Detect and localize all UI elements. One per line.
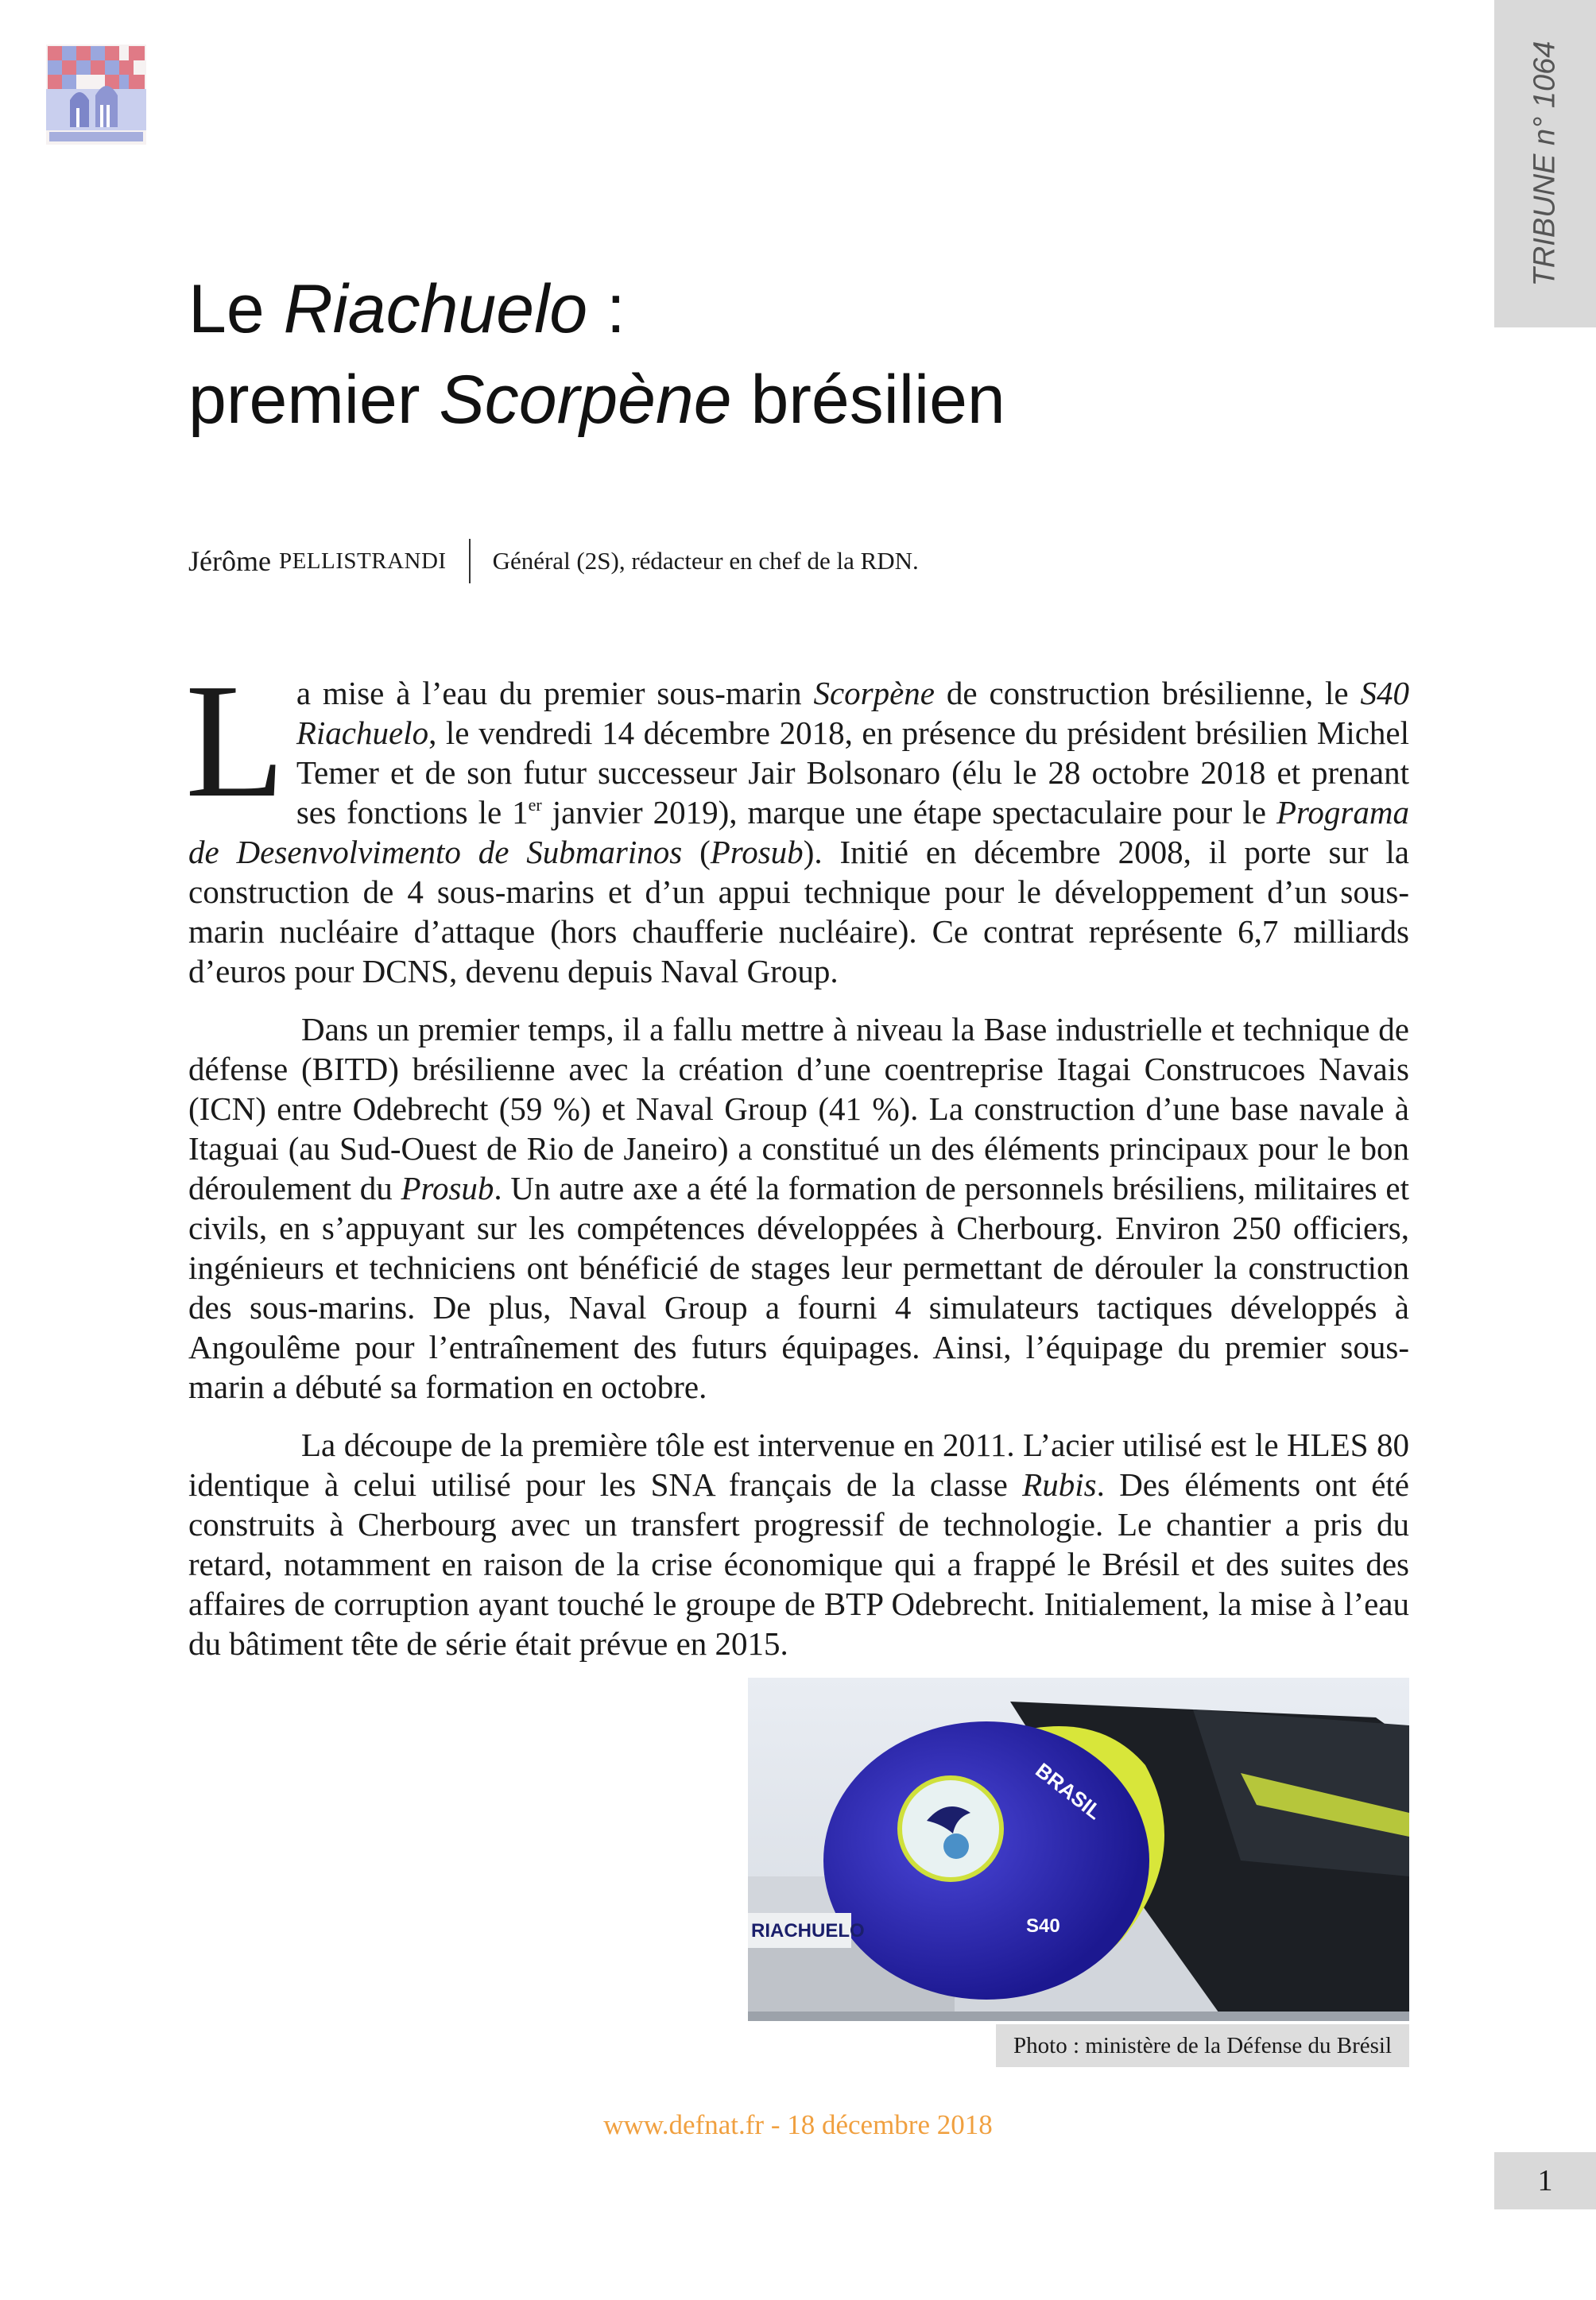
p3-italic-1: Rubis [1022, 1466, 1097, 1503]
drop-cap: L [185, 649, 285, 831]
author-role: Général (2S), rédacteur en chef de la RDN. [492, 547, 919, 575]
paragraph-1 [185, 649, 1409, 991]
paragraph-2 [188, 1009, 1409, 1407]
author-first-name: Jérôme [188, 545, 271, 577]
figure [748, 1678, 1409, 2067]
title-line-2-italic: Scorpène [439, 362, 732, 438]
p1-superscript: er [528, 795, 542, 815]
title-line-1-italic: Riachuelo [283, 271, 588, 347]
author-last-name: PELLISTRANDI [278, 548, 447, 574]
p1-italic-3: Programa de Desenvolvimento de Submarinos [188, 794, 1409, 870]
p1-italic-4: Prosub [710, 834, 804, 870]
footer-site-date: www.defnat.fr - 18 décembre 2018 [603, 2109, 993, 2140]
p1-text-1: a mise à l’eau du premier sous-marin [296, 675, 814, 711]
rdn-logo-icon [46, 45, 146, 145]
photo-text-hull: S40 [1026, 1915, 1060, 1937]
page-number-box [1494, 2152, 1596, 2209]
p1-text-2: de construction brésilienne, le [935, 675, 1361, 711]
p2-text-1: Dans un premier temps, il a fallu mettre à niveau la Base industrielle et technique de défense (BITD) brésilienne avec la création d’une coentreprise Itagai Construcoes Navais (ICN) entre Odebrecht (59 %) et Naval Group (41 %). La construction d’une base navale à Itaguai (au Sud-Ouest de Rio de Janeiro) a constitué un des éléments principaux pour le bon déroulement du [188, 1011, 1409, 1206]
p1-text-6: ). Initié en décembre 2008, il porte sur la construction de 4 sous-marins et d’un appui technique pour le développement d’un sous-marin nucléaire d’attaque (hors chaufferie nucléaire). Ce contrat représente 6,7 milliards d’euros pour DCNS, devenu depuis Naval Group. [188, 834, 1409, 989]
p2-italic-1: Prosub [401, 1170, 494, 1206]
p1-text-4: janvier 2019), marque une étape spectaculaire pour le [541, 794, 1276, 831]
title-line-2 [188, 362, 1005, 438]
caption-row [748, 2024, 1409, 2067]
title-line-1-roman: Le [188, 271, 284, 347]
title-line-2-rest: brésilien [731, 362, 1005, 438]
byline [188, 537, 919, 585]
p1-text-5: ( [682, 834, 711, 870]
page-number: 1 [1537, 2164, 1553, 2197]
p3-text-1: La découpe de la première tôle est intervenue en 2011. L’acier utilisé est le HLES 80 identique à celui utilisé pour les SNA français de la classe [188, 1427, 1409, 1503]
article-body [185, 649, 1409, 2077]
photo-text-brasil: BRASIL [1031, 1758, 1107, 1825]
p1-italic-1: Scorpène [813, 675, 936, 711]
paragraph-3 [188, 1425, 1409, 1663]
photo-caption: Photo : ministère de la Défense du Brésil [996, 2024, 1409, 2067]
submarine-photo [748, 1678, 1409, 2021]
title-line-2-roman: premier [188, 362, 440, 438]
title-line-1-rest: : [587, 271, 626, 347]
title-line-1 [188, 271, 626, 347]
byline-divider [469, 539, 471, 583]
p3-text-2: . Des éléments ont été construits à Cherbourg avec un transfert progressif de technologie. Le chantier a pris du retard, notamment en raison de la crise économique qui a frappé le Brésil et des suites des affaires de corruption ayant touché le groupe de BTP Odebrecht. Initialement, la mise à l’eau du bâtiment tête de série était prévue en 2015. [188, 1466, 1409, 1662]
p1-text-3: , le vendredi 14 décembre 2018, en présence du président brésilien Michel Temer et de son futur successeur Jair Bolsonaro (élu le 28 octobre 2018 et prenant ses fonctions le 1 [296, 714, 1409, 831]
tribune-number: TRIBUNE n° 1064 [1528, 41, 1562, 287]
p2-text-2: . Un autre axe a été la formation de personnels brésiliens, militaires et civils, en s’appuyant sur les compétences développées à Cherbourg. Environ 250 officiers, ingénieurs et techniciens ont bénéficié de stages leur permettant de dérouler la construction des sous-marins. De plus, Naval Group a fourni 4 simulateurs tactiques développés à Angoulême pour l’entraînement des futurs équipages. Ainsi, l’équipage du premier sous-marin a débuté sa formation en octobre. [188, 1170, 1409, 1405]
photo-text-name: RIACHUELO [751, 1920, 865, 1942]
p1-italic-2: S40 Riachuelo [296, 675, 1409, 751]
page-title [188, 264, 1005, 445]
tribune-tab [1494, 0, 1596, 327]
